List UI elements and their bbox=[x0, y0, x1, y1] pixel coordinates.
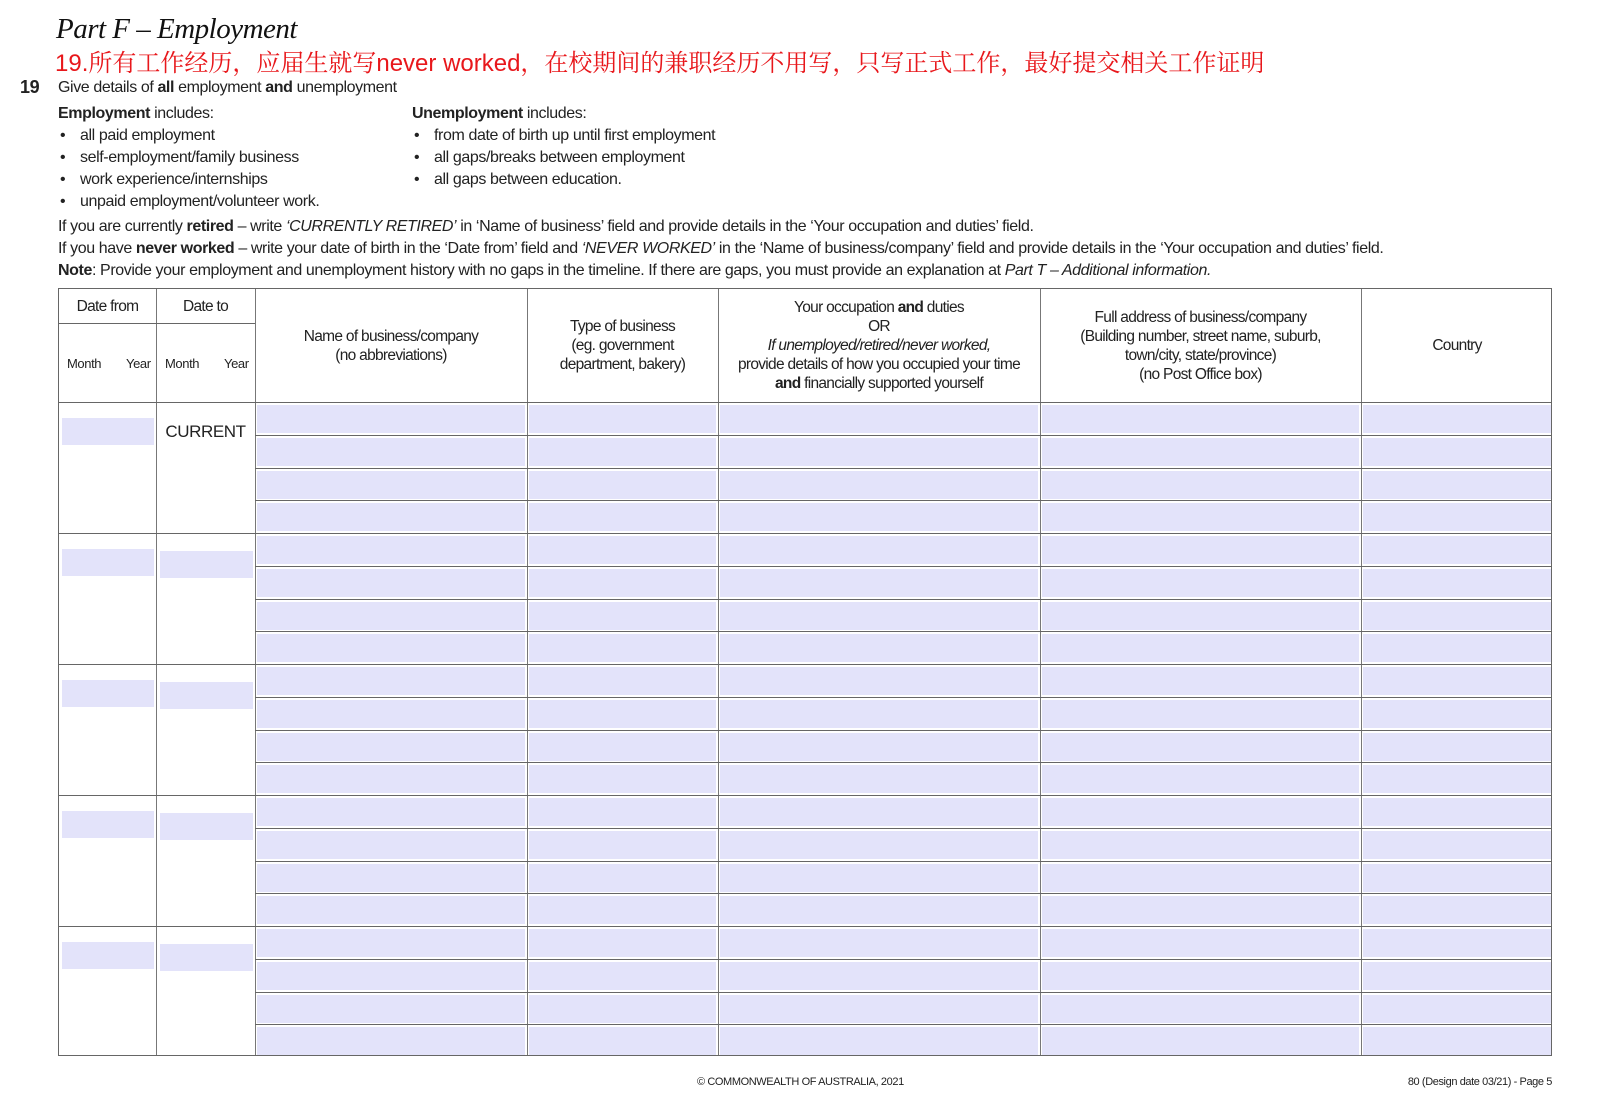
address-input[interactable] bbox=[1042, 700, 1359, 728]
occupation-input[interactable] bbox=[720, 995, 1038, 1023]
occupation-input[interactable] bbox=[720, 1027, 1038, 1055]
header-date-from: Date from bbox=[76, 297, 139, 315]
address-input[interactable] bbox=[1042, 765, 1359, 793]
business-name-input[interactable] bbox=[257, 438, 525, 466]
country-input[interactable] bbox=[1363, 962, 1551, 990]
occupation-input[interactable] bbox=[720, 929, 1038, 957]
header-year: Year bbox=[126, 356, 151, 371]
occupation-input[interactable] bbox=[720, 962, 1038, 990]
business-name-input[interactable] bbox=[257, 962, 525, 990]
address-input[interactable] bbox=[1042, 962, 1359, 990]
employment-item: • work experience/internships bbox=[80, 171, 268, 189]
section-title: Part F – Employment bbox=[56, 13, 297, 45]
header-occupation: Your occupation and duties OR If unemployed/retired/never worked, provide details of how you occupied your time and financially supported yourself bbox=[737, 299, 1021, 392]
address-input[interactable] bbox=[1042, 667, 1359, 695]
business-name-input[interactable] bbox=[257, 634, 525, 662]
date-from-input[interactable] bbox=[62, 942, 154, 969]
business-type-input[interactable] bbox=[529, 602, 716, 630]
address-input[interactable] bbox=[1042, 1027, 1359, 1055]
gaps-note: Note: Provide your employment and unemployment history with no gaps in the timeline. If there are gaps, you must provide an explanation at Part T – Additional information. bbox=[58, 262, 1212, 279]
business-type-input[interactable] bbox=[529, 765, 716, 793]
address-input[interactable] bbox=[1042, 733, 1359, 761]
address-input[interactable] bbox=[1042, 634, 1359, 662]
business-type-input[interactable] bbox=[529, 405, 716, 433]
business-name-input[interactable] bbox=[257, 831, 525, 859]
employment-heading: Employment includes: bbox=[58, 105, 214, 122]
country-input[interactable] bbox=[1363, 765, 1551, 793]
business-name-input[interactable] bbox=[257, 733, 525, 761]
occupation-input[interactable] bbox=[720, 634, 1038, 662]
question-text: Give details of all employment and unemployment bbox=[58, 79, 397, 96]
business-type-input[interactable] bbox=[529, 700, 716, 728]
date-to-input[interactable] bbox=[160, 813, 253, 840]
header-month: Month bbox=[67, 356, 102, 371]
country-input[interactable] bbox=[1363, 798, 1551, 826]
business-type-input[interactable] bbox=[529, 667, 716, 695]
employment-item: • self-employment/family business bbox=[80, 149, 299, 167]
occupation-input[interactable] bbox=[720, 798, 1038, 826]
page-info: 80 (Design date 03/21) - Page 5 bbox=[1407, 1076, 1552, 1088]
employment-item: • unpaid employment/volunteer work. bbox=[80, 193, 319, 211]
employment-item: • all paid employment bbox=[80, 127, 215, 145]
business-name-input[interactable] bbox=[257, 929, 525, 957]
business-type-input[interactable] bbox=[529, 995, 716, 1023]
address-input[interactable] bbox=[1042, 896, 1359, 924]
unemployment-heading: Unemployment includes: bbox=[412, 105, 587, 122]
unemployment-item: • from date of birth up until first employment bbox=[434, 127, 715, 145]
address-input[interactable] bbox=[1042, 405, 1359, 433]
business-type-input[interactable] bbox=[529, 569, 716, 597]
business-name-input[interactable] bbox=[257, 471, 525, 499]
header-date-to: Date to bbox=[182, 297, 229, 315]
date-from-input[interactable] bbox=[62, 680, 154, 707]
business-type-input[interactable] bbox=[529, 1027, 716, 1055]
business-type-input[interactable] bbox=[529, 503, 716, 531]
address-input[interactable] bbox=[1042, 438, 1359, 466]
date-to-input[interactable] bbox=[160, 682, 253, 709]
occupation-input[interactable] bbox=[720, 405, 1038, 433]
address-input[interactable] bbox=[1042, 536, 1359, 564]
business-name-input[interactable] bbox=[257, 602, 525, 630]
business-type-input[interactable] bbox=[529, 831, 716, 859]
occupation-input[interactable] bbox=[720, 733, 1038, 761]
business-type-input[interactable] bbox=[529, 798, 716, 826]
occupation-input[interactable] bbox=[720, 765, 1038, 793]
business-name-input[interactable] bbox=[257, 700, 525, 728]
business-type-input[interactable] bbox=[529, 962, 716, 990]
header-country: Country bbox=[1432, 337, 1482, 354]
business-name-input[interactable] bbox=[257, 569, 525, 597]
country-input[interactable] bbox=[1363, 896, 1551, 924]
address-input[interactable] bbox=[1042, 569, 1359, 597]
country-input[interactable] bbox=[1363, 471, 1551, 499]
business-type-input[interactable] bbox=[529, 733, 716, 761]
business-name-input[interactable] bbox=[257, 667, 525, 695]
address-input[interactable] bbox=[1042, 471, 1359, 499]
occupation-input[interactable] bbox=[720, 700, 1038, 728]
business-type-input[interactable] bbox=[529, 896, 716, 924]
retired-instruction: If you are currently retired – write ‘CURRENTLY RETIRED’ in ‘Name of business’ field and provide details in the ‘Your occupation and duties’ field. bbox=[58, 218, 1034, 235]
country-input[interactable] bbox=[1363, 864, 1551, 892]
business-type-input[interactable] bbox=[529, 864, 716, 892]
country-input[interactable] bbox=[1363, 700, 1551, 728]
business-type-input[interactable] bbox=[529, 634, 716, 662]
address-input[interactable] bbox=[1042, 503, 1359, 531]
handwritten-annotation: 19.所有工作经历，应届生就写never worked，在校期间的兼职经历不用写，只写正式工作，最好提交相关工作证明 bbox=[55, 50, 1265, 77]
question-number: 19 bbox=[20, 77, 40, 97]
business-type-input[interactable] bbox=[529, 536, 716, 564]
country-input[interactable] bbox=[1363, 831, 1551, 859]
date-to-input[interactable] bbox=[160, 551, 253, 578]
date-to-current: CURRENT bbox=[165, 422, 246, 441]
employment-table bbox=[58, 288, 1552, 1056]
never-worked-instruction: If you have never worked – write your date of birth in the ‘Date from’ field and ‘NEVER WORKED’ in the ‘Name of business/company’ field and provide details in the ‘Your occupation and duties’ field. bbox=[58, 240, 1384, 257]
occupation-input[interactable] bbox=[720, 667, 1038, 695]
date-from-input[interactable] bbox=[62, 418, 154, 445]
occupation-input[interactable] bbox=[720, 896, 1038, 924]
country-input[interactable] bbox=[1363, 602, 1551, 630]
business-name-input[interactable] bbox=[257, 405, 525, 433]
header-address: Full address of business/company (Building number, street name, suburb, town/city, state/province) (no Post Office box) bbox=[1080, 308, 1321, 383]
date-from-input[interactable] bbox=[62, 811, 154, 838]
date-from-input[interactable] bbox=[62, 549, 154, 576]
occupation-input[interactable] bbox=[720, 569, 1038, 597]
country-input[interactable] bbox=[1363, 667, 1551, 695]
occupation-input[interactable] bbox=[720, 831, 1038, 859]
header-business-name: Name of business/company (no abbreviations) bbox=[303, 327, 479, 364]
occupation-input[interactable] bbox=[720, 602, 1038, 630]
address-input[interactable] bbox=[1042, 929, 1359, 957]
country-input[interactable] bbox=[1363, 569, 1551, 597]
business-name-input[interactable] bbox=[257, 896, 525, 924]
occupation-input[interactable] bbox=[720, 438, 1038, 466]
address-input[interactable] bbox=[1042, 602, 1359, 630]
occupation-input[interactable] bbox=[720, 864, 1038, 892]
business-name-input[interactable] bbox=[257, 995, 525, 1023]
country-input[interactable] bbox=[1363, 503, 1551, 531]
business-type-input[interactable] bbox=[529, 471, 716, 499]
business-name-input[interactable] bbox=[257, 503, 525, 531]
business-name-input[interactable] bbox=[257, 798, 525, 826]
address-input[interactable] bbox=[1042, 798, 1359, 826]
country-input[interactable] bbox=[1363, 995, 1551, 1023]
unemployment-item: • all gaps/breaks between employment bbox=[434, 149, 685, 167]
country-input[interactable] bbox=[1363, 634, 1551, 662]
header-year: Year bbox=[224, 356, 249, 371]
occupation-input[interactable] bbox=[720, 471, 1038, 499]
business-name-input[interactable] bbox=[257, 864, 525, 892]
business-type-input[interactable] bbox=[529, 929, 716, 957]
country-input[interactable] bbox=[1363, 536, 1551, 564]
address-input[interactable] bbox=[1042, 995, 1359, 1023]
header-business-type: Type of business (eg. government department, bakery) bbox=[559, 318, 686, 373]
country-input[interactable] bbox=[1363, 733, 1551, 761]
occupation-input[interactable] bbox=[720, 536, 1038, 564]
date-to-input[interactable] bbox=[160, 944, 253, 971]
country-input[interactable] bbox=[1363, 438, 1551, 466]
business-name-input[interactable] bbox=[257, 765, 525, 793]
business-type-input[interactable] bbox=[529, 438, 716, 466]
unemployment-item: • all gaps between education. bbox=[434, 171, 622, 189]
copyright: © COMMONWEALTH OF AUSTRALIA, 2021 bbox=[697, 1076, 904, 1088]
address-input[interactable] bbox=[1042, 864, 1359, 892]
country-input[interactable] bbox=[1363, 929, 1551, 957]
country-input[interactable] bbox=[1363, 1027, 1551, 1055]
address-input[interactable] bbox=[1042, 831, 1359, 859]
header-month: Month bbox=[165, 356, 200, 371]
occupation-input[interactable] bbox=[720, 503, 1038, 531]
business-name-input[interactable] bbox=[257, 1027, 525, 1055]
business-name-input[interactable] bbox=[257, 536, 525, 564]
country-input[interactable] bbox=[1363, 405, 1551, 433]
